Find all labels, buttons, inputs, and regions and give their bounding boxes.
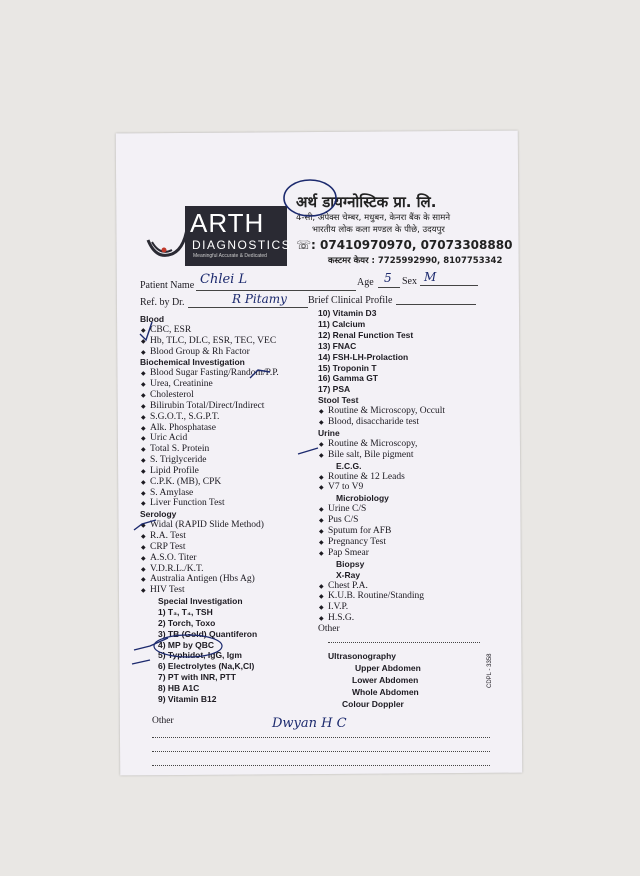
left_column-item: ◆ Blood Group & Rh Factor: [150, 347, 250, 357]
left_column-item: ◆ CRP Test: [150, 542, 186, 552]
right_column-item: Stool Test: [318, 395, 359, 406]
handwritten-patient-name: Chlei L: [200, 272, 248, 287]
left_column-item: 6) Electrolytes (Na,K,Cl): [158, 661, 255, 672]
form-code: CDPL - 3358: [487, 653, 493, 688]
right_column-item: 15) Troponin T: [318, 362, 377, 373]
left_column-item: ◆ Widal (RAPID Slide Method): [150, 520, 264, 530]
right_column-item: ◆ Pus C/S: [328, 515, 358, 525]
phone-numbers: ☏: 07410970970, 07073308880: [296, 238, 513, 252]
ref-dr-line: [188, 307, 308, 308]
right_column-item: ◆ Routine & 12 Leads: [328, 472, 405, 482]
handwritten-sex: M: [424, 270, 437, 284]
left_column-item: 4) MP by QBC: [158, 639, 215, 650]
right_column-item: ◆ Bile salt, Bile pigment: [328, 450, 414, 460]
left_column-item: ◆ R.A. Test: [150, 531, 186, 541]
left_column-item: ◆ CBC, ESR: [150, 325, 191, 335]
lab-name-hindi: अर्थ डायग्नोस्टिक प्रा. लि.: [296, 193, 437, 211]
left_column-item: ◆ HIV Test: [150, 585, 185, 595]
us-upper-abdomen: Upper Abdomen: [355, 663, 421, 673]
left_column-item: ◆ V.D.R.L./K.T.: [150, 564, 203, 574]
right_column-item: ◆ I.V.P.: [328, 602, 348, 612]
ultrasonography-title: Ultrasonography: [328, 651, 397, 661]
left_column-item: ◆ S. Triglyceride: [150, 455, 206, 465]
age-label: Age: [357, 277, 374, 288]
ref-dr-label: Ref. by Dr.: [140, 297, 185, 308]
sex-line: [420, 285, 478, 286]
logo-tagline: Meaningful Accurate & Dedicated: [193, 253, 267, 259]
left_column-item: ◆ Hb, TLC, DLC, ESR, TEC, VEC: [150, 336, 276, 346]
left_column-item: ◆ Bilirubin Total/Direct/Indirect: [150, 401, 264, 411]
left_column-item: ◆ Liver Function Test: [150, 498, 225, 508]
right_column-item: ◆ K.U.B. Routine/Standing: [328, 591, 424, 601]
right_column-item: Microbiology: [336, 493, 389, 504]
us-colour-doppler: Colour Doppler: [342, 699, 404, 709]
us-whole-abdomen: Whole Abdomen: [352, 687, 419, 697]
right_column-item: ◆ Urine C/S: [328, 504, 366, 514]
left_column-item: ◆ Lipid Profile: [150, 466, 199, 476]
right_column-item: ◆ Pregnancy Test: [328, 537, 386, 547]
left_column-item: ◆ Cholesterol: [150, 390, 194, 400]
right_column-item: 10) Vitamin D3: [318, 308, 377, 318]
right_column-item: Urine: [318, 427, 340, 438]
left_column-item: ◆ A.S.O. Titer: [150, 553, 196, 563]
left_column-item: 2) Torch, Toxo: [158, 617, 216, 628]
left_column-item: 3) TB (Gold) Quantiferon: [158, 628, 258, 639]
patient-name-line: [196, 290, 356, 291]
us-lower-abdomen: Lower Abdomen: [352, 675, 419, 685]
left_column-item: ◆ Urea, Creatinine: [150, 379, 213, 389]
right_column-item: ◆ H.S.G.: [328, 613, 354, 623]
other-label: Other: [152, 716, 174, 726]
left_column-item: ◆ S.G.O.T., S.G.P.T.: [150, 412, 219, 422]
customer-care: कस्टमर केयर : 7725992990, 8107753342: [328, 256, 503, 266]
handwritten-age: 5: [384, 271, 392, 285]
right_column-item: 14) FSH-LH-Prolaction: [318, 351, 409, 362]
right_column-item: ◆ Routine & Microscopy, Occult: [328, 406, 445, 416]
left_column-item: Serology: [140, 509, 177, 520]
left_column-item: Biochemical Investigation: [140, 357, 245, 368]
handwritten-note: Dwyan H C: [272, 716, 347, 731]
age-line: [378, 287, 400, 288]
clinical-profile-line: [396, 304, 476, 305]
right_column-item: ◆ Blood, disaccharide test: [328, 417, 419, 427]
handwritten-ref-dr: R Pitamy: [232, 292, 287, 306]
other-line-1: [152, 737, 490, 738]
right_column-item: ◆ Pap Smear: [328, 548, 369, 558]
left_column-item: 7) PT with INR, PTT: [158, 672, 236, 683]
left_column-item: 8) HB A1C: [158, 682, 200, 693]
left_column-item: ◆ S. Amylase: [150, 488, 193, 498]
left_column-item: 5) Typhidot, IgG, Igm: [158, 650, 242, 661]
left_column-item: ◆ Alk. Phosphatase: [150, 423, 216, 433]
clinical-profile-label: Brief Clinical Profile: [308, 295, 393, 306]
left_column-item: ◆ Blood Sugar Fasting/Random/P.P.: [150, 368, 279, 378]
left_column-item: ◆ C.P.K. (MB), CPK: [150, 477, 221, 487]
address-line-2: भारतीय लोक कला मण्डल के पीछे, उदयपुर: [312, 225, 445, 235]
other-line-right: [328, 642, 480, 643]
left_column-item: ◆ Uric Acid: [150, 433, 187, 443]
left_column-item: ◆ Total S. Protein: [150, 444, 209, 454]
right_column-item: Other: [318, 624, 340, 635]
left_column-item: 9) Vitamin B12: [158, 693, 217, 704]
patient-name-label: Patient Name: [140, 280, 195, 291]
right_column-item: ◆ V7 to V9: [328, 482, 363, 492]
right_column-item: E.C.G.: [336, 460, 362, 471]
left_column-item: Blood: [140, 314, 165, 324]
left_column-item: Special Investigation: [158, 596, 243, 607]
left_column-item: ◆ Australia Antigen (Hbs Ag): [150, 574, 255, 584]
right_column-item: ◆ Sputum for AFB: [328, 526, 391, 536]
other-line-3: [152, 765, 490, 766]
right_column-item: 11) Calcium: [318, 318, 366, 329]
logo-word: ARTH: [190, 208, 265, 238]
right_column-item: 12) Renal Function Test: [318, 329, 414, 340]
right_column-item: ◆ Routine & Microscopy,: [328, 439, 417, 449]
right_column-item: ◆ Chest P.A.: [328, 581, 368, 591]
right_column-item: 16) Gamma GT: [318, 373, 378, 384]
right_column-item: 17) PSA: [318, 384, 351, 395]
right_column-item: X-Ray: [336, 569, 361, 580]
phone-icon: ☏: [296, 238, 312, 252]
address-line-1: 4-सी, अपेक्स चेम्बर, मधुबन, केनरा बैंक के सामने: [296, 213, 451, 223]
left_column-item: 1) T₃, T₄, TSH: [158, 606, 213, 617]
other-line-2: [152, 751, 490, 752]
right_column-item: 13) FNAC: [318, 340, 357, 351]
sex-label: Sex: [402, 276, 417, 287]
right_column-item: Biopsy: [336, 558, 365, 569]
logo-subtitle: DIAGNOSTICS: [192, 238, 292, 252]
